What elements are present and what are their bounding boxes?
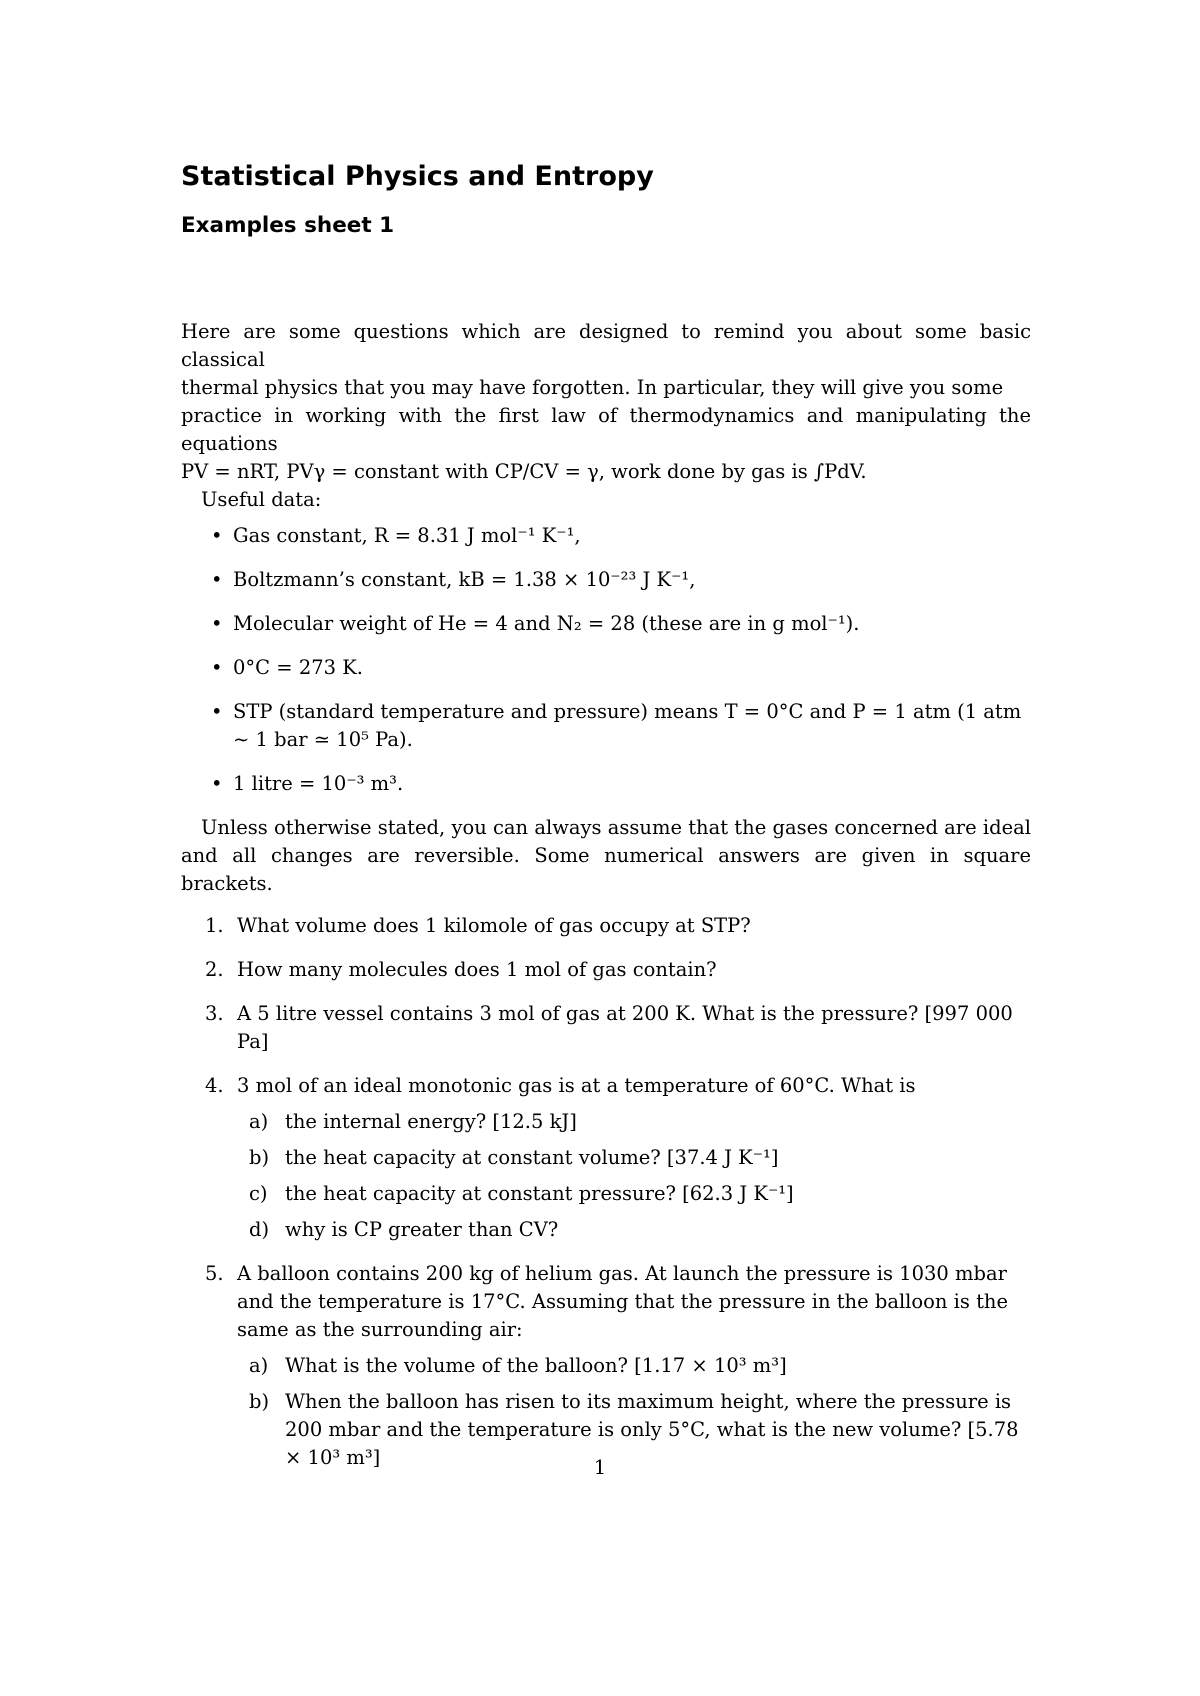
- question-number: 4.: [205, 1074, 224, 1097]
- subquestion-text: the heat capacity at constant volume? [37.4 J K⁻¹]: [285, 1146, 779, 1169]
- list-item: • Molecular weight of He = 4 and N₂ = 28 (these are in g mol⁻¹).: [207, 610, 1031, 638]
- list-item: • Gas constant, R = 8.31 J mol⁻¹ K⁻¹,: [207, 522, 1031, 550]
- subquestion-text: the internal energy? [12.5 kJ]: [285, 1110, 577, 1133]
- subquestion-item: [237, 1352, 1031, 1380]
- subquestion-label: d): [249, 1218, 270, 1241]
- assumption-paragraph: Unless otherwise stated, you can always assume that the gases concerned are ideal and all changes are reversible. Some numerical answers are given in square brackets.: [181, 816, 1031, 895]
- question-item: [181, 956, 1031, 984]
- question-number: 3.: [205, 1002, 224, 1025]
- subquestion-label: b): [249, 1146, 270, 1169]
- subquestion-list: [237, 1108, 1031, 1244]
- question-item: [181, 1260, 1031, 1472]
- subquestion-list: [237, 1352, 1031, 1472]
- subquestion-text: the heat capacity at constant pressure? [62.3 J K⁻¹]: [285, 1182, 794, 1205]
- document-subtitle: Examples sheet 1: [181, 213, 395, 238]
- question-text: What volume does 1 kilomole of gas occupy at STP?: [237, 914, 751, 937]
- list-item: • Boltzmann’s constant, kB = 1.38 × 10⁻²³ J K⁻¹,: [207, 566, 1031, 594]
- subquestion-item: [237, 1144, 1031, 1172]
- intro-line: practice in working with the first law of thermodynamics and manipulating the equations: [181, 404, 1031, 455]
- question-text: A 5 litre vessel contains 3 mol of gas at 200 K. What is the pressure? [997 000 Pa]: [237, 1002, 1013, 1053]
- intro-line: PV = nRT, PVγ = constant with CP/CV = γ, work done by gas is ∫PdV.: [181, 460, 867, 483]
- list-item: • 0°C = 273 K.: [207, 654, 1031, 682]
- list-item: • STP (standard temperature and pressure) means T = 0°C and P = 1 atm (1 atm ∼ 1 bar ≃ 10⁵ Pa).: [207, 698, 1031, 754]
- subquestion-item: [237, 1216, 1031, 1244]
- subquestion-label: c): [249, 1182, 268, 1205]
- subquestion-text: What is the volume of the balloon? [1.17 × 10³ m³]: [285, 1354, 787, 1377]
- question-number: 5.: [205, 1262, 224, 1285]
- subquestion-text: why is CP greater than CV?: [285, 1218, 559, 1241]
- question-number: 2.: [205, 958, 224, 981]
- subquestion-item: [237, 1180, 1031, 1208]
- useful-data-list: [181, 522, 1031, 798]
- question-text: How many molecules does 1 mol of gas contain?: [237, 958, 717, 981]
- question-item: [181, 1000, 1031, 1056]
- intro-line: Here are some questions which are designed to remind you about some basic classical: [181, 320, 1031, 371]
- subquestion-label: a): [249, 1110, 269, 1133]
- intro-line: thermal physics that you may have forgotten. In particular, they will give you some: [181, 376, 1004, 399]
- question-list: [181, 912, 1031, 1472]
- document-page: [181, 160, 1031, 1488]
- question-number: 1.: [205, 914, 224, 937]
- question-item: [181, 1072, 1031, 1244]
- question-text: 3 mol of an ideal monotonic gas is at a temperature of 60°C. What is: [237, 1074, 916, 1097]
- list-item: • 1 litre = 10⁻³ m³.: [207, 770, 1031, 798]
- subquestion-text: When the balloon has risen to its maximum height, where the pressure is 200 mbar and the temperature is only 5°C, what is the new volume? [5.78 × 10³ m³]: [285, 1390, 1019, 1469]
- subquestion-label: a): [249, 1354, 269, 1377]
- question-item: [181, 912, 1031, 940]
- document-title: Statistical Physics and Entropy: [181, 161, 654, 192]
- question-text: A balloon contains 200 kg of helium gas. At launch the pressure is 1030 mbar and the temperature is 17°C. Assuming that the pressure in the balloon is the same as the surrounding air:: [237, 1262, 1009, 1341]
- intro-paragraph: [181, 318, 1031, 514]
- subquestion-item: [237, 1108, 1031, 1136]
- subquestion-label: b): [249, 1390, 270, 1413]
- page-number: 1: [593, 1456, 607, 1479]
- useful-data-label: Useful data:: [201, 488, 322, 511]
